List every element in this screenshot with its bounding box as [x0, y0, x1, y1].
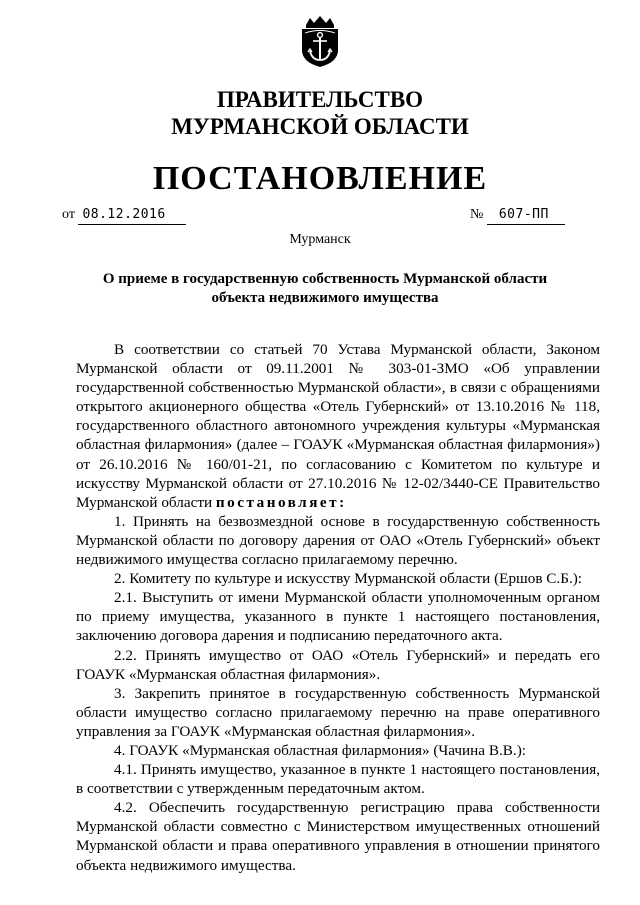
item-3: 3. Закрепить принятое в государственную собственность Мурманской области имущество согласно прилагаемому перечню на праве оперативного управления за ГОАУК «Мурманская областная филармония». [76, 684, 600, 740]
government-name-line2: МУРМАНСКОЙ ОБЛАСТИ [171, 114, 469, 139]
city: Мурманск [289, 232, 351, 247]
document-body [76, 340, 600, 875]
murmansk-coat-of-arms-icon [298, 16, 342, 68]
government-name [0, 86, 640, 140]
number-prefix: № [470, 207, 484, 222]
document-date [62, 206, 186, 225]
date-value: 08.12.2016 [78, 206, 186, 225]
decree-word: постановляет: [215, 493, 347, 511]
item-2: 2. Комитету по культуре и искусству Мурманской области (Ершов С.Б.): [114, 570, 583, 588]
document-number [470, 206, 565, 225]
item-4-1: 4.1. Принять имущество, указанное в пункте 1 настоящего постановления, в соответствии с утвержденным передаточным актом. [76, 761, 600, 798]
item-4-2: 4.2. Обеспечить государственную регистрацию права собственности Мурманской области совместно с Министерством имущественных отношений Мурманской области и права оперативного управления в отношении принятого объекта недвижимого имущества. [76, 799, 600, 874]
preamble-text: В соответствии со статьей 70 Устава Мурманской области, Законом Мурманской области от 09.11.2001 № 303-01-ЗМО «Об управлении государственной собственностью Мурманской области», в связи с обращениями открытого акционерного общества «Отель Губернский» от 13.10.2016 № 118, государственного областного автономного учреждения культуры «Мурманская областная филармония» (далее – ГОАУК «Мурманская областная филармония») от 26.10.2016 № 160/01-21, по согласованию с Комитетом по культуре и искусству Мурманской области от 27.10.2016 № 12-02/3440-СЕ Правительство Мурманской области [76, 341, 600, 511]
number-value: 607-ПП [487, 206, 565, 225]
item-1: 1. Принять на безвозмездной основе в государственную собственность Мурманской области по договору дарения от ОАО «Отель Губернский» объект недвижимого имущества согласно прилагаемому перечню. [76, 512, 600, 569]
document-title [80, 270, 570, 308]
date-prefix: от [62, 207, 75, 222]
document-title-line2: объекта недвижимого имущества [211, 290, 439, 306]
government-name-line1: ПРАВИТЕЛЬСТВО [216, 87, 424, 112]
item-4: 4. ГОАУК «Мурманская областная филармония» (Чачина В.В.): [114, 741, 526, 759]
preamble-paragraph [76, 340, 600, 512]
item-2-1: 2.1. Выступить от имени Мурманской области уполномоченным органом по приему имущества, указанного в пункте 1 настоящего постановления, заключению договора дарения и подписанию передаточного акта. [76, 589, 600, 645]
document-type: ПОСТАНОВЛЕНИЕ [152, 160, 488, 197]
document-title-line1: О приеме в государственную собственность Мурманской области [102, 271, 548, 287]
item-2-2: 2.2. Принять имущество от ОАО «Отель Губернский» и передать его ГОАУК «Мурманская областная филармония». [76, 646, 600, 683]
